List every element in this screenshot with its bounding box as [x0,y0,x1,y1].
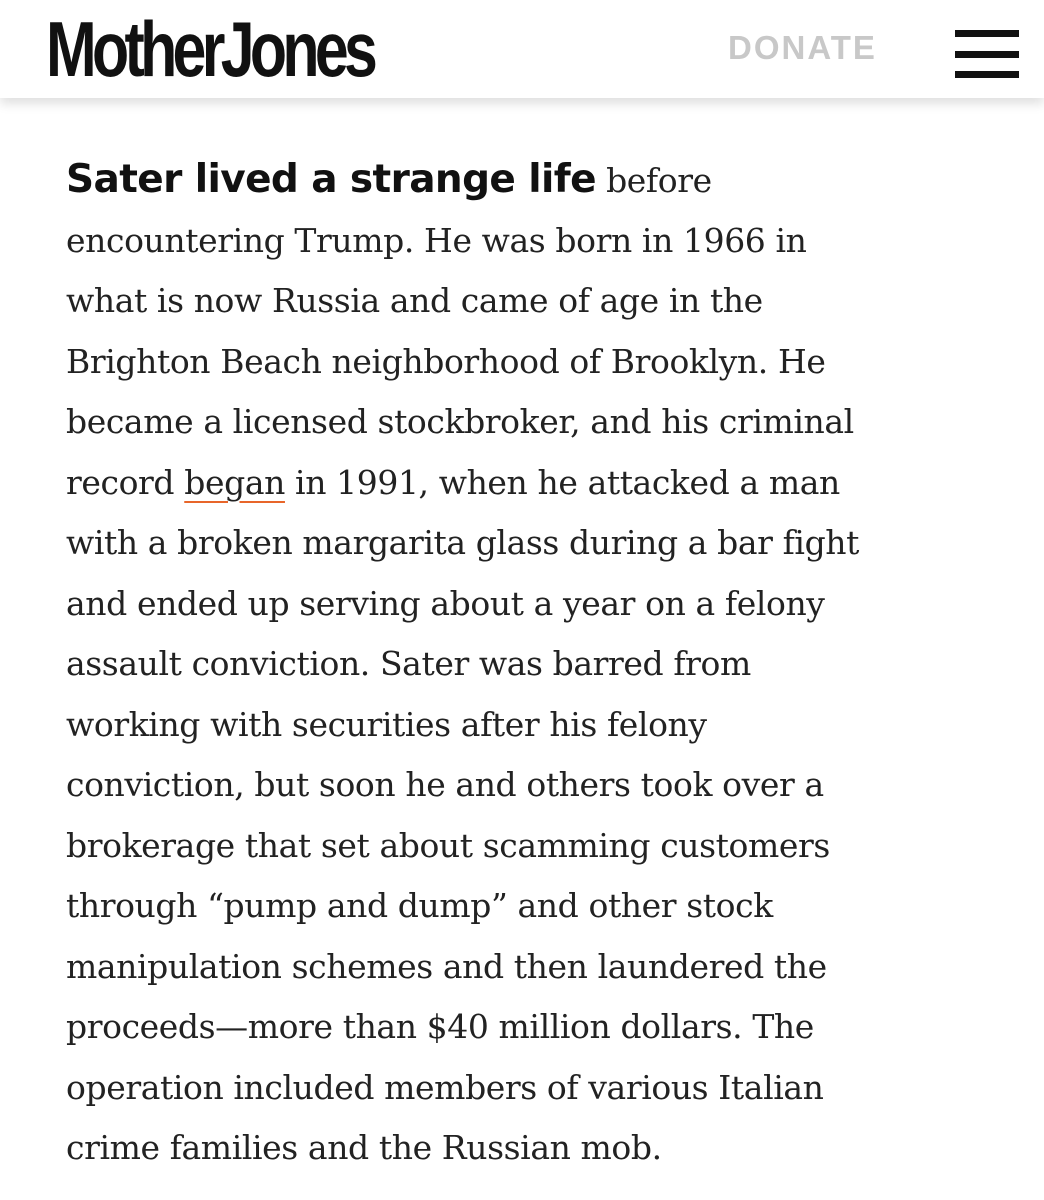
article-lead-in: Sater lived a strange life [66,157,596,202]
article-text: record [66,462,185,502]
article-line: encountering Trump. He was born in 1966 in [66,220,807,260]
article-line: through “pump and dump” and other stock [66,886,773,925]
article-line: manipulation schemes and then laundered the [66,946,827,986]
article-line [66,150,986,211]
article-line: brokerage that set about scamming customers [66,825,830,865]
article-text: before [595,161,712,200]
hamburger-menu-icon[interactable] [955,30,1019,78]
article-line: Brighton Beach neighborhood of Brooklyn. He [66,341,826,381]
article-line: assault conviction. Sater was barred from [66,644,751,683]
donate-button[interactable]: DONATE [728,29,877,66]
article-line: with a broken margarita glass during a bar fight [66,523,860,562]
article-line: and ended up serving about a year on a felony [66,583,825,623]
menu-bar-middle [955,51,1019,58]
article-link-began[interactable]: began [184,462,285,502]
article-line [66,453,986,514]
article-line: proceeds—more than $40 million dollars. The [66,1007,814,1046]
article-line: conviction, but soon he and others took over a [66,765,824,804]
site-logo[interactable]: MotherJones [46,5,374,93]
article-line: operation included members of various Italian [66,1067,824,1107]
menu-bar-top [955,30,1019,37]
article-text: in 1991, when he attacked a man [284,462,840,502]
article-body [66,150,986,1179]
article-line: what is now Russia and came of age in the [66,281,763,320]
article-line: became a licensed stockbroker, and his criminal [66,402,854,441]
site-header [0,0,1044,98]
article-line: working with securities after his felony [66,704,707,744]
article-line: crime families and the Russian mob. [66,1128,662,1167]
menu-bar-bottom [955,71,1019,78]
